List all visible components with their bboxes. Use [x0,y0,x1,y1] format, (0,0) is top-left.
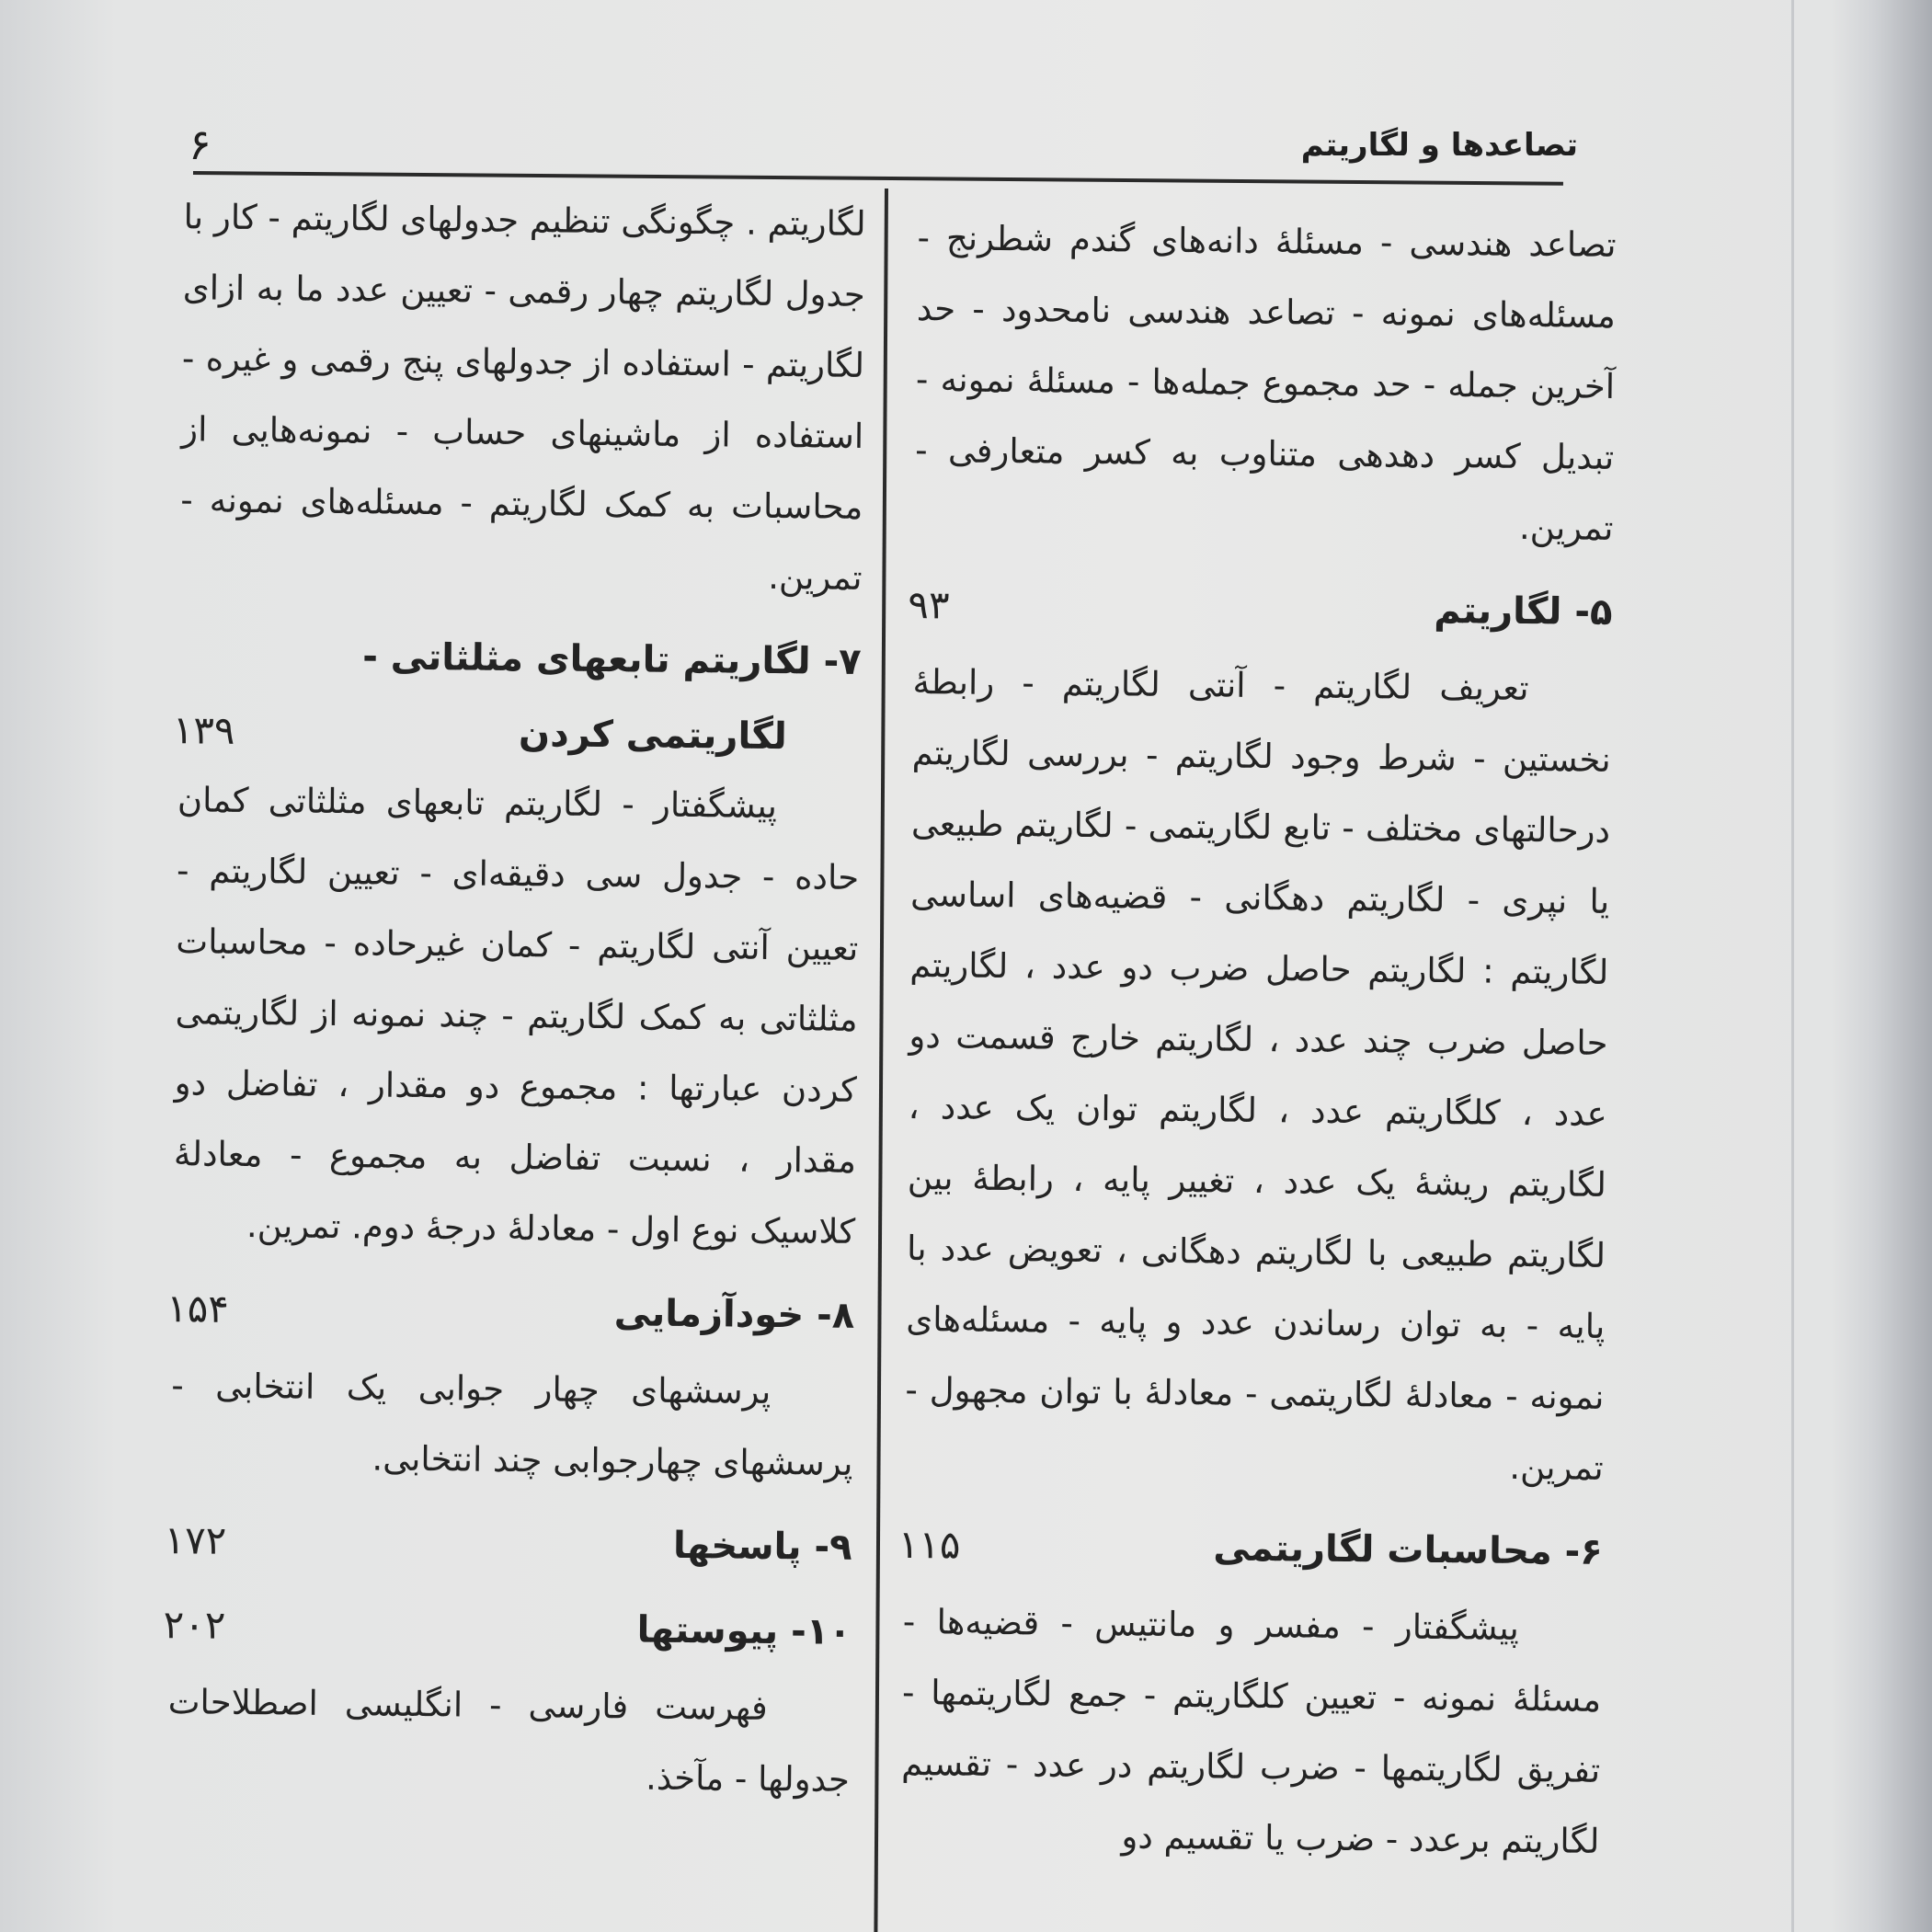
page-edge-line [1791,0,1794,1932]
section-8-heading: ۸- خودآزمایی [613,1292,855,1337]
section-9-page: ۱۷۲ [164,1517,227,1563]
section-7-subheading: لگاریتمی کردن [518,713,787,759]
left-column [163,181,866,1815]
section-10-heading: ۱۰- پیوستها [636,1608,852,1653]
section-6-heading: ۶- محاسبات لگاریتمی [1213,1526,1603,1573]
section-7-description: پیشگفتار - لگاریتم تابعهای مثلثاتی کمان حاده - جدول سی دقیقه‌ای - تعیین لگاریتم - تعیین آنتی لگاریتم - کمان غیرحاده - محاسبات مثلثاتی به کمک لگاریتم - چند نمونه از لگاریتمی کردن عبارتها : مجموع دو مقدار ، تفاضل دو مقدار ، نسبت تفاضل به مجموع - معادلهٔ کلاسیک نوع اول - معادلهٔ درجهٔ دوم. تمرین. [173,780,860,1252]
toc-entry-section-10 [163,1589,852,1668]
section-7-subheading-row [172,696,861,772]
section-8-description: پرسشهای چهار جوابی یک انتخابی - پرسشهای چهارجوابی چند انتخابی. [171,1366,853,1483]
section-6-description: پیشگفتار - مفسر و مانتیس - قضیه‌ها - مسئلهٔ نمونه - تعیین کلگاریتم - جمع لگاریتمها - تفریق لگاریتمها - ضرب لگاریتم در عدد - تقسیم لگاریتم برعدد - ضرب یا تقسیم دو [901,1601,1602,1861]
toc-entry-section-6 [897,1509,1603,1588]
toc-entry-section-7 [178,619,862,698]
section-10-page: ۲۰۲ [163,1602,226,1648]
left-intro-paragraph: لگاریتم . چگونگی تنظیم جدولهای لگاریتم - کار با جدول لگاریتم چهار رقمی - تعیین عدد ما به ازای لگاریتم - استفاده از جدولهای پنج رقمی و غیره - استفاده از ماشینهای حساب - نمونه‌هایی از محاسبات به کمک لگاریتم - مسئله‌های نمونه - تمرین. [180,197,866,598]
running-header-title: تصاعدها و لگاریتم [1300,127,1578,164]
page-edge-shadow [1831,0,1932,1932]
toc-entry-section-8 [166,1273,855,1352]
column-divider [874,189,888,1932]
section-6-page: ۱۱۵ [897,1521,961,1568]
toc-entry-section-5 [908,569,1613,648]
section-10-description: فهرست فارسی - انگلیسی اصطلاحات جدولها - مآخذ. [167,1682,851,1800]
section-5-page: ۹۳ [908,581,950,628]
section-9-heading: ۹- پاسخها [672,1524,852,1569]
right-intro-paragraph: تصاعد هندسی - مسئلهٔ دانه‌های گندم شطرنج - مسئله‌های نمونه - تصاعد هندسی نامحدود - حد آخرین جمله - حد مجموع جمله‌ها - مسئلهٔ نمونه - تبدیل کسر دهدهی متناوب به کسر متعارفی - تمرین. [914,218,1617,548]
section-7-heading: ۷- لگاریتم تابعهای مثلثاتی - [362,635,862,683]
toc-entry-section-9 [164,1504,852,1583]
page-number: ۶ [189,120,211,169]
right-column [897,202,1617,1877]
section-8-page: ۱۵۴ [166,1286,230,1332]
section-5-heading: ۵- لگاریتم [1434,589,1613,634]
section-7-page: ۱۳۹ [172,707,235,753]
section-5-description: تعریف لگاریتم - آنتی لگاریتم - رابطهٔ نخستین - شرط وجود لگاریتم - بررسی لگاریتم درحالتهای مختلف - تابع لگاریتمی - لگاریتم طبیعی یا نپری - لگاریتم دهگانی - قضیه‌های اساسی لگاریتم : لگاریتم حاصل ضرب دو عدد ، لگاریتم حاصل ضرب چند عدد ، لگاریتم خارج قسمت دو عدد ، کلگاریتم عدد ، لگاریتم توان یک عدد ، لگاریتم ریشهٔ یک عدد ، تغییر پایه ، رابطهٔ بین لگاریتم طبیعی با لگاریتم دهگانی ، تعویض عدد با پایه - به توان رساندن عدد و پایه - مسئله‌های نمونه - معادلهٔ لگاریتمی - معادلهٔ با توان مجهول - تمرین. [905,662,1611,1488]
